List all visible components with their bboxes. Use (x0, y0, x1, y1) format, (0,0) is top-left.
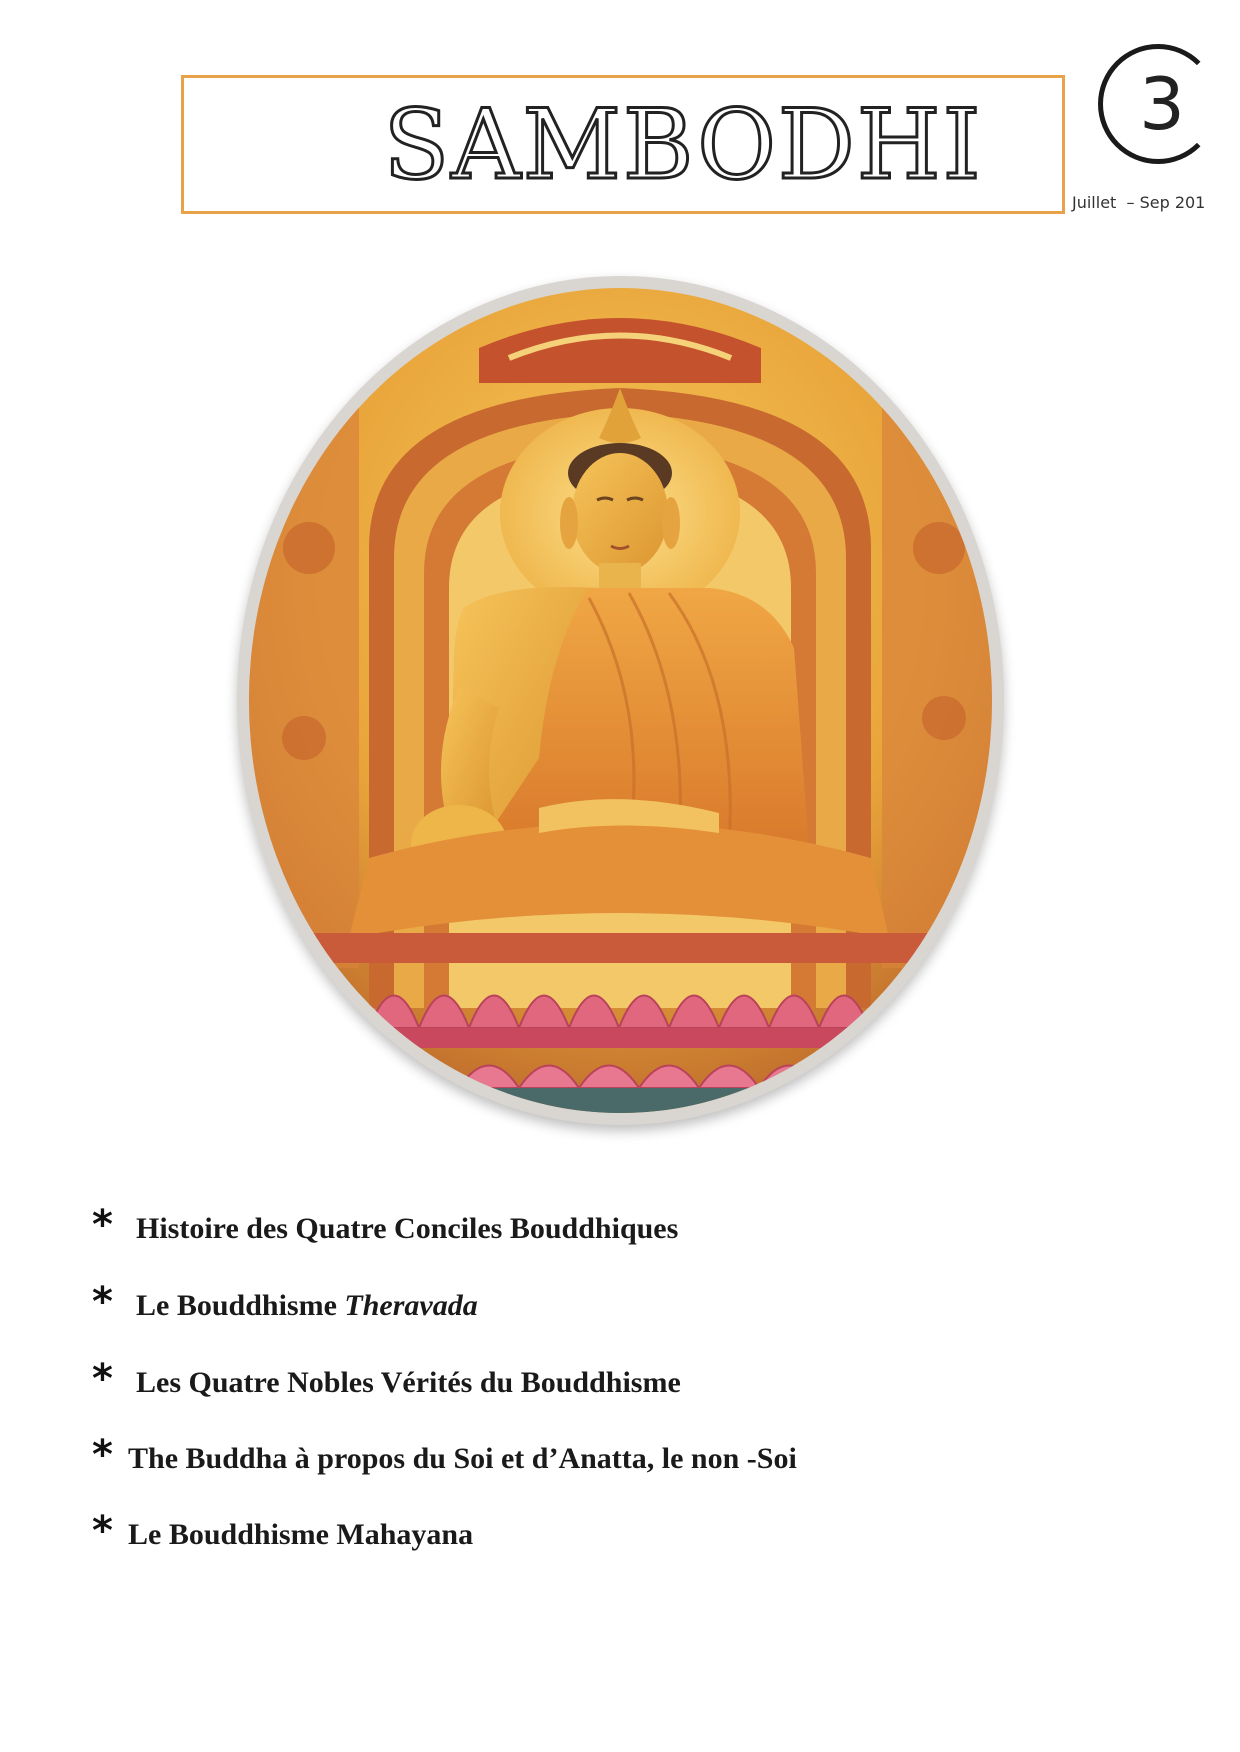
cover-photo-frame (237, 276, 1004, 1125)
toc-item-text: The Buddha à propos du Soi et d’Anatta, le non -Soi (128, 1442, 797, 1475)
toc-item-text: Le Bouddhisme Mahayana (128, 1518, 474, 1551)
toc-item (92, 1279, 478, 1325)
toc-item-text: Histoire des Quatre Conciles Bouddhiques (136, 1212, 679, 1245)
issue-number-badge (1098, 44, 1218, 164)
title-box (181, 75, 1065, 214)
toc-item (92, 1432, 797, 1478)
asterisk-bullet-icon: * (92, 1508, 113, 1554)
toc-item-text: Les Quatre Nobles Vérités du Bouddhisme (136, 1366, 681, 1399)
toc-item (92, 1508, 474, 1554)
buddha-statue-image (249, 288, 992, 1113)
asterisk-bullet-icon: * (92, 1432, 113, 1478)
asterisk-bullet-icon: * (92, 1279, 113, 1325)
asterisk-bullet-icon: * (92, 1202, 113, 1248)
toc-item (92, 1356, 681, 1402)
issue-date: Juillet – Sep 201 (1072, 193, 1206, 212)
issue-number: 3 (1139, 62, 1185, 146)
toc-item-italic-text: Theravada (344, 1289, 478, 1322)
toc-item (92, 1202, 679, 1248)
magazine-title: SAMBODHI (383, 88, 983, 201)
buddha-illustration (249, 288, 992, 1113)
toc-item-text: Le Bouddhisme (136, 1289, 345, 1322)
asterisk-bullet-icon: * (92, 1356, 113, 1402)
